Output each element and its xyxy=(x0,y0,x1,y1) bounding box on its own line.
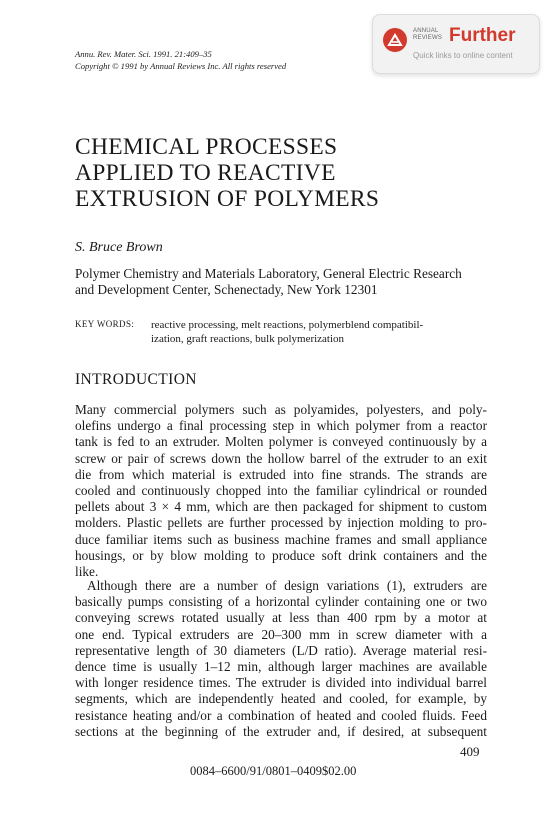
keywords-label: KEY WORDS: xyxy=(75,319,135,329)
text-line: sections at the beginning of the extruder and, if desired, at subsequent xyxy=(75,723,487,739)
page-number: 409 xyxy=(460,744,480,759)
further-link-banner[interactable] xyxy=(372,14,540,74)
text-line: olefins undergo a final processing step in which polymer from a reactor xyxy=(75,418,487,434)
text-line: Although there are a number of design variations (1), extruders are xyxy=(87,578,487,593)
author-affiliation xyxy=(75,266,487,298)
article-code: 0084–6600/91/0801–0409$02.00 xyxy=(190,764,357,778)
journal-citation xyxy=(75,48,286,72)
text-line: pellets about 3 × 4 mm, which are then packaged for shipment to custom xyxy=(75,499,487,515)
text-line: resistance heating and/or a combination of heated and cooled fluids. Feed xyxy=(75,707,487,723)
title-line: CHEMICAL PROCESSES xyxy=(75,134,338,160)
introduction-paragraph-1 xyxy=(75,402,487,580)
text-line: representative length of 30 diameters (L/D ratio). Average material resi- xyxy=(75,642,487,658)
text-line: Many commercial polymers such as polyamides, polyesters, and poly- xyxy=(75,402,487,417)
keywords-list xyxy=(151,318,487,346)
text-line: basically pumps consisting of a horizontal cylinder containing one or two xyxy=(75,594,487,610)
text-line: segments, which are independently heated and cooled, for example, by xyxy=(75,691,487,707)
text-line: conveying screws rotated usually at less than 400 rpm by a motor at xyxy=(75,610,487,626)
text-line: die from which material is extruded into fine strands. The strands are xyxy=(75,466,487,482)
keywords-line: reactive processing, melt reactions, polymerblend compatibil- xyxy=(151,319,424,331)
section-heading: INTRODUCTION xyxy=(75,371,197,388)
text-line: cooled and continuously chopped into the familiar cylindrical or rounded xyxy=(75,483,487,499)
text-line: screw or pair of screws down the hollow barrel of the extruder to an exit xyxy=(75,450,487,466)
affiliation-line: Polymer Chemistry and Materials Laboratory, General Electric Research xyxy=(75,266,462,281)
affiliation-line: and Development Center, Schenectady, New York 12301 xyxy=(75,282,378,297)
text-line: with longer residence times. The extruder is divided into individual barrel xyxy=(75,675,487,691)
introduction-paragraph-2 xyxy=(75,578,487,740)
text-line: tank is fed to an extruder. Molten polymer is conveyed continuously by a xyxy=(75,434,487,450)
text-line: molders. Plastic pellets are further processed by injection molding to pro- xyxy=(75,515,487,531)
annual-reviews-logo-icon xyxy=(383,28,407,52)
text-line: duce familiar items such as business machine frames and small appliance xyxy=(75,531,487,547)
copyright-line: Copyright © 1991 by Annual Reviews Inc. All rights reserved xyxy=(75,61,287,71)
text-line: dence time is usually 1–12 min, although larger machines are available xyxy=(75,659,487,675)
author-name: S. Bruce Brown xyxy=(75,240,163,255)
annual-reviews-logo-text: ANNUAL REVIEWS xyxy=(413,28,443,41)
title-line: APPLIED TO REACTIVE xyxy=(75,160,336,186)
text-line: housings, or by blow molding to produce soft drink containers and the xyxy=(75,547,487,563)
article-title xyxy=(75,134,379,212)
text-line: like. xyxy=(75,564,99,580)
further-tagline: Quick links to online content xyxy=(413,51,513,60)
keywords-line: ization, graft reactions, bulk polymerization xyxy=(151,333,345,345)
title-line: EXTRUSION OF POLYMERS xyxy=(75,186,380,212)
further-label[interactable]: Further xyxy=(449,25,516,46)
citation-line: Annu. Rev. Mater. Sci. 1991. 21:409–35 xyxy=(75,49,212,59)
text-line: one end. Typical extruders are 20–300 mm in screw diameter with a xyxy=(75,626,487,642)
